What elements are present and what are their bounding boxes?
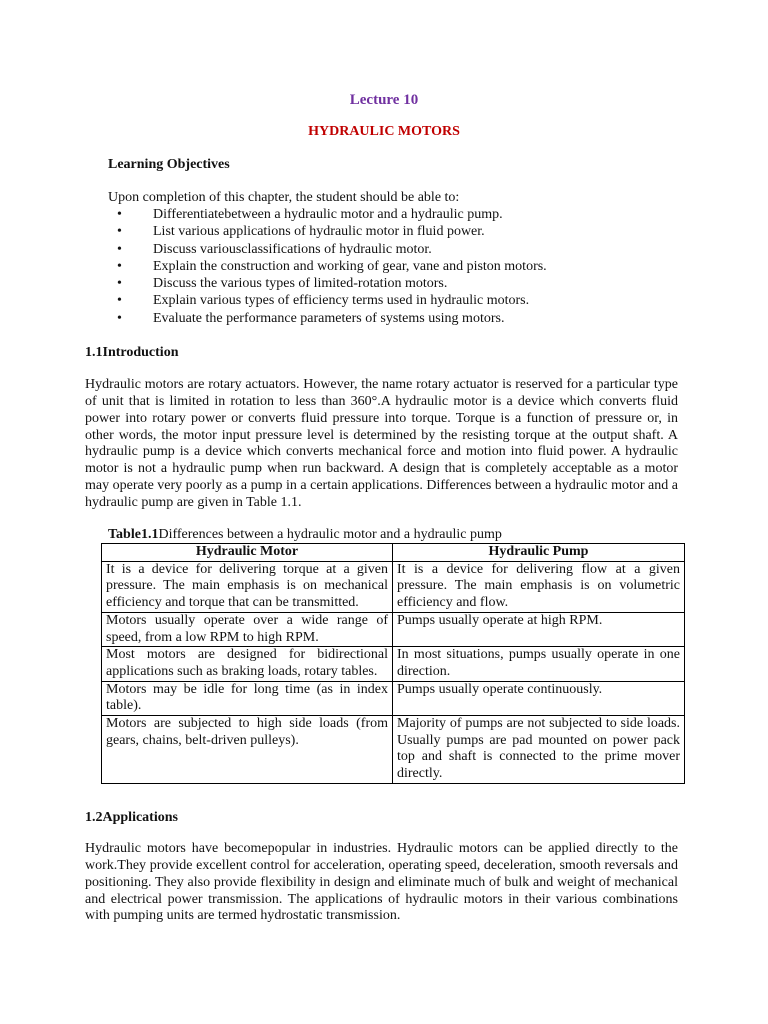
- bullet: •: [117, 310, 122, 326]
- motor-cell: Motors may be idle for long time (as in index table).: [102, 681, 393, 715]
- pump-cell: Majority of pumps are not subjected to side loads. Usually pumps are pad mounted on power pack top and shaft is connected to the prime mover directly.: [393, 716, 685, 784]
- objective-text: Discuss the various types of limited-rotation motors.: [153, 276, 448, 292]
- lecture-number: Lecture 10: [349, 92, 419, 108]
- objective-text: Evaluate the performance parameters of systems using motors.: [153, 310, 505, 326]
- bullet: •: [117, 207, 122, 222]
- header-hydraulic-pump: Hydraulic Pump: [393, 544, 685, 562]
- bullet: •: [117, 258, 122, 274]
- objective-text: Explain the construction and working of gear, vane and piston motors.: [153, 258, 547, 274]
- motor-cell: Most motors are designed for bidirectional applications such as braking loads, rotary tables.: [102, 647, 393, 681]
- objectives-intro: Upon completion of this chapter, the student should be able to:: [108, 190, 460, 205]
- pump-cell: Pumps usually operate at high RPM.: [393, 612, 685, 646]
- bullet: •: [117, 241, 122, 257]
- introduction-heading: 1.1Introduction: [85, 345, 179, 360]
- objective-text: List various applications of hydraulic motor in fluid power.: [153, 224, 485, 240]
- table-caption-text: Differences between a hydraulic motor and a hydraulic pump: [158, 527, 502, 542]
- table-caption-label: Table1.1: [108, 527, 159, 542]
- table-row: [102, 647, 685, 681]
- table-row: [102, 716, 685, 784]
- objective-text: Differentiatebetween a hydraulic motor and a hydraulic pump.: [153, 207, 503, 222]
- motor-cell: Motors usually operate over a wide range of speed, from a low RPM to high RPM.: [102, 612, 393, 646]
- motor-cell: Motors are subjected to high side loads (from gears, chains, belt-driven pulleys).: [102, 716, 393, 784]
- objective-text: Discuss variousclassifications of hydraulic motor.: [153, 241, 432, 257]
- pump-cell: Pumps usually operate continuously.: [393, 681, 685, 715]
- pump-cell: In most situations, pumps usually operate in one direction.: [393, 647, 685, 681]
- table-row: [102, 681, 685, 715]
- applications-paragraph: Hydraulic motors have becomepopular in industries. Hydraulic motors can be applied directly to the work.They provide excellent control for acceleration, operating speed, deceleration, smooth reversals and positioning. They also provide flexibility in design and eliminate much of bulk and weight of mechanical and electrical power transmission. The applications of hydraulic motors in their various combinations with pumping units are termed hydrostatic transmission.: [85, 841, 678, 924]
- bullet: •: [117, 276, 122, 292]
- introduction-paragraph: Hydraulic motors are rotary actuators. However, the name rotary actuator is reserved for a particular type of unit that is limited in rotation to less than 360°.A hydraulic motor is a device which converts fluid power into rotary power or converts fluid pressure into torque. Torque is a function of pressure or, in other words, the motor input pressure level is determined by the resisting torque at the output shaft. A hydraulic pump is a device which converts mechanical force and motion into fluid power. A hydraulic motor is not a hydraulic pump when run backward. A design that is completely acceptable as a motor may operate very poorly as a pump in a certain applications. Differences between a hydraulic motor and a hydraulic pump are given in Table 1.1.: [85, 377, 678, 510]
- bullet: •: [117, 224, 122, 240]
- applications-heading: 1.2Applications: [85, 810, 178, 825]
- header-hydraulic-motor: Hydraulic Motor: [102, 544, 393, 562]
- motor-cell: It is a device for delivering torque at a given pressure. The main emphasis is on mechanical efficiency and torque that can be transmitted.: [102, 561, 393, 612]
- pump-cell: It is a device for delivering flow at a given pressure. The main emphasis is on volumetric efficiency and flow.: [393, 561, 685, 612]
- learning-objectives-heading: Learning Objectives: [108, 157, 230, 172]
- chapter-title: HYDRAULIC MOTORS: [308, 124, 460, 139]
- table-caption: [108, 527, 502, 543]
- objective-text: Explain various types of efficiency terms used in hydraulic motors.: [153, 293, 530, 309]
- table-row: [102, 561, 685, 612]
- comparison-table: [101, 543, 685, 784]
- table-header-row: [102, 544, 685, 562]
- bullet: •: [117, 293, 122, 309]
- table-row: [102, 612, 685, 646]
